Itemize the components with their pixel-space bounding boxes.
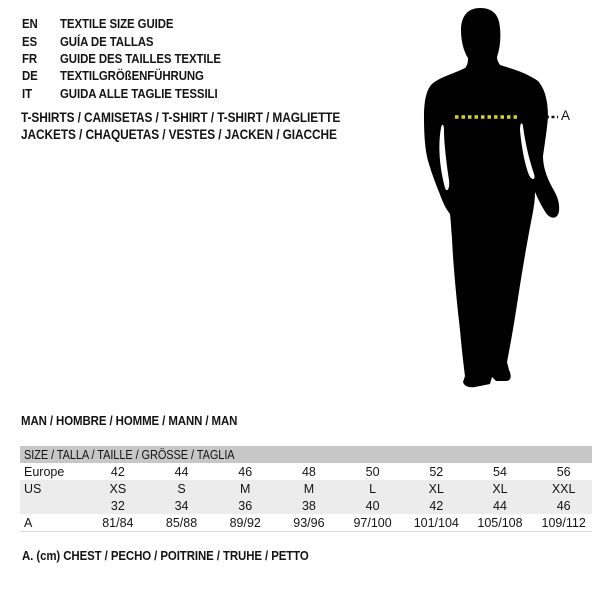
lang-code: FR — [22, 50, 38, 66]
row-label: A — [24, 515, 33, 530]
section-title-man: MAN / HOMBRE / HOMME / MANN / MAN — [21, 413, 238, 428]
size-cell: 105/108 — [477, 515, 523, 530]
size-cell: 46 — [238, 464, 253, 479]
lang-row-de — [22, 67, 243, 84]
size-cell: 54 — [493, 464, 507, 479]
size-cell: 89/92 — [229, 515, 261, 530]
category-line-jackets: JACKETS / CHAQUETAS / VESTES / JACKEN / GIACCHE — [21, 127, 337, 142]
size-cell: M — [303, 481, 315, 496]
size-cell: 97/100 — [353, 515, 392, 530]
size-cell: XL — [492, 481, 508, 496]
size-cell: XS — [109, 481, 127, 496]
man-silhouette — [395, 0, 600, 400]
size-cell: 81/84 — [102, 515, 134, 530]
size-cell: L — [369, 481, 377, 496]
row-label: Europe — [24, 464, 65, 479]
size-table-header: SIZE / TALLA / TAILLE / GRÖSSE / TAGLIA — [20, 446, 592, 463]
row-label: US — [24, 481, 42, 496]
lang-code: EN — [22, 16, 38, 32]
size-cell: 42 — [429, 498, 444, 513]
measure-label-a: A — [561, 108, 571, 123]
table-row-us-numeric — [20, 497, 592, 514]
size-cell: M — [240, 481, 251, 496]
lang-row-it — [22, 85, 243, 102]
size-cell: 34 — [174, 498, 189, 513]
man-silhouette-figure — [395, 0, 600, 400]
size-cell: 44 — [174, 464, 189, 479]
size-cell: 56 — [556, 464, 571, 479]
size-cell: 93/96 — [293, 515, 325, 530]
size-cell: 36 — [238, 498, 253, 513]
size-cell: 50 — [365, 464, 380, 479]
lang-title: GUÍA DE TALLAS — [60, 33, 154, 49]
size-table — [20, 446, 592, 532]
table-row-us — [20, 480, 592, 497]
size-cell: 42 — [110, 464, 125, 479]
size-cell: 44 — [493, 498, 507, 513]
size-cell: 85/88 — [165, 515, 198, 530]
lang-title: TEXTILE SIZE GUIDE — [60, 16, 174, 32]
size-cell: 52 — [429, 464, 444, 479]
lang-title: TEXTILGRÖßENFÜHRUNG — [60, 68, 204, 84]
size-cell: 109/112 — [541, 515, 586, 530]
garment-categories — [21, 109, 384, 143]
lang-row-es — [22, 32, 243, 49]
lang-title: GUIDE DES TAILLES TEXTILE — [60, 50, 221, 66]
lang-code: ES — [22, 33, 38, 49]
size-cell: S — [177, 481, 186, 496]
size-cell: XL — [428, 481, 444, 496]
size-cell: 32 — [110, 498, 125, 513]
lang-code: DE — [22, 68, 38, 84]
size-cell: XXL — [551, 481, 576, 496]
table-row-europe — [20, 463, 592, 480]
lang-row-en — [22, 15, 243, 32]
size-cell: 101/104 — [413, 515, 459, 530]
lang-row-fr — [22, 50, 243, 67]
size-cell: 38 — [301, 498, 316, 513]
size-cell: 40 — [365, 498, 380, 513]
lang-code: IT — [22, 85, 32, 101]
lang-title: GUIDA ALLE TAGLIE TESSILI — [60, 85, 218, 101]
table-row-chest — [20, 514, 592, 531]
footnote-chest: A. (cm) CHEST / PECHO / POITRINE / TRUHE / PETTO — [22, 548, 309, 563]
size-cell: 48 — [301, 464, 316, 479]
category-line-tshirts: T-SHIRTS / CAMISETAS / T-SHIRT / T-SHIRT / MAGLIETTE — [21, 110, 341, 125]
silhouette-path — [424, 8, 559, 387]
language-list — [22, 15, 243, 102]
size-cell: 46 — [556, 498, 571, 513]
